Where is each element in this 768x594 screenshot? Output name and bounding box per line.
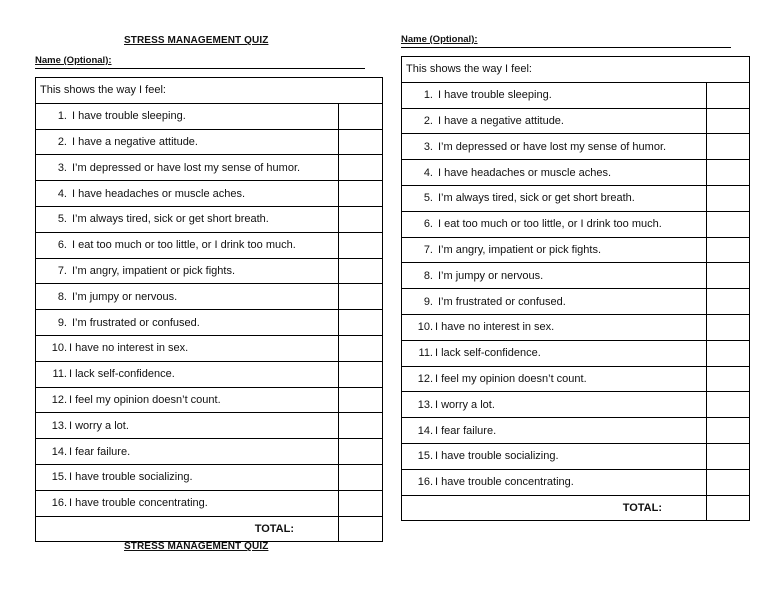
question-row	[402, 185, 750, 211]
question-cell	[36, 258, 339, 284]
question-row	[36, 181, 383, 207]
question-row	[36, 335, 383, 361]
question-cell	[402, 314, 707, 340]
question-row	[36, 232, 383, 258]
answer-box[interactable]	[707, 134, 750, 160]
question-row	[36, 439, 383, 465]
question-row	[36, 361, 383, 387]
question-text: I eat too much or too little, or I drink too much.	[72, 239, 296, 252]
question-cell	[36, 439, 339, 465]
answer-box[interactable]	[707, 108, 750, 134]
question-text: I fear failure.	[69, 445, 131, 458]
question-row	[402, 82, 750, 108]
question-cell	[36, 335, 339, 361]
question-text: I lack self-confidence.	[435, 347, 541, 360]
question-number: 15.	[51, 471, 67, 484]
question-cell	[36, 129, 339, 155]
question-text: I lack self-confidence.	[69, 368, 175, 381]
question-number: 10.	[417, 321, 433, 334]
question-text: I’m frustrated or confused.	[72, 316, 200, 329]
answer-box[interactable]	[339, 413, 383, 439]
question-row	[36, 206, 383, 232]
question-cell	[36, 284, 339, 310]
question-number: 15.	[417, 450, 433, 463]
quiz-table-left	[35, 77, 383, 542]
question-text: I’m depressed or have lost my sense of humor.	[438, 140, 667, 153]
answer-box[interactable]	[707, 160, 750, 186]
answer-box[interactable]	[339, 310, 383, 336]
question-row	[402, 340, 750, 366]
question-row	[402, 289, 750, 315]
question-cell	[36, 490, 339, 516]
question-row	[36, 103, 383, 129]
answer-box[interactable]	[339, 464, 383, 490]
answer-box[interactable]	[339, 490, 383, 516]
question-text: I’m frustrated or confused.	[438, 295, 566, 308]
answer-box[interactable]	[707, 366, 750, 392]
answer-box[interactable]	[707, 211, 750, 237]
question-cell	[36, 464, 339, 490]
name-label-right: Name (Optional):	[401, 34, 478, 45]
answer-box[interactable]	[707, 469, 750, 495]
question-number: 8.	[423, 269, 433, 282]
question-number: 1.	[57, 110, 67, 123]
question-row	[36, 490, 383, 516]
question-number: 6.	[57, 239, 67, 252]
answer-box[interactable]	[339, 361, 383, 387]
answer-box[interactable]	[707, 340, 750, 366]
answer-box[interactable]	[707, 392, 750, 418]
total-box[interactable]	[339, 516, 383, 542]
question-row	[402, 418, 750, 444]
question-text: I have trouble concentrating.	[69, 497, 208, 510]
question-row	[36, 284, 383, 310]
header-row	[36, 78, 383, 104]
answer-box[interactable]	[707, 263, 750, 289]
question-number: 4.	[57, 187, 67, 200]
question-number: 5.	[423, 192, 433, 205]
question-text: I fear failure.	[435, 424, 497, 437]
question-row	[36, 129, 383, 155]
question-row	[36, 258, 383, 284]
question-text: I’m jumpy or nervous.	[438, 269, 544, 282]
question-text: I have trouble concentrating.	[435, 476, 574, 489]
question-number: 3.	[57, 161, 67, 174]
question-cell	[402, 134, 707, 160]
total-row	[36, 516, 383, 542]
question-number: 2.	[57, 135, 67, 148]
total-row	[402, 495, 750, 521]
question-cell	[402, 237, 707, 263]
answer-box[interactable]	[339, 232, 383, 258]
question-row	[402, 392, 750, 418]
question-text: I have no interest in sex.	[69, 342, 189, 355]
question-number: 1.	[423, 89, 433, 102]
question-row	[402, 314, 750, 340]
question-number: 10.	[51, 342, 67, 355]
question-text: I’m angry, impatient or pick fights.	[72, 264, 236, 277]
total-box[interactable]	[707, 495, 750, 521]
question-row	[402, 263, 750, 289]
question-number: 16.	[51, 497, 67, 510]
question-text: I have trouble sleeping.	[438, 89, 552, 102]
answer-box[interactable]	[707, 443, 750, 469]
question-text: I’m angry, impatient or pick fights.	[438, 243, 602, 256]
header-text: This shows the way I feel:	[402, 57, 750, 83]
question-cell	[402, 108, 707, 134]
question-number: 11.	[52, 368, 67, 381]
question-text: I worry a lot.	[435, 398, 495, 411]
question-number: 8.	[57, 290, 67, 303]
question-row	[402, 237, 750, 263]
question-number: 13.	[417, 398, 433, 411]
question-number: 16.	[417, 476, 433, 489]
question-cell	[402, 366, 707, 392]
question-text: I worry a lot.	[69, 419, 129, 432]
answer-box[interactable]	[339, 155, 383, 181]
question-row	[402, 134, 750, 160]
question-text: I have headaches or muscle aches.	[438, 166, 612, 179]
question-number: 4.	[423, 166, 433, 179]
question-cell	[36, 155, 339, 181]
question-cell	[36, 310, 339, 336]
question-text: I have a negative attitude.	[438, 114, 564, 127]
question-row	[402, 160, 750, 186]
question-cell	[36, 387, 339, 413]
question-text: I have a negative attitude.	[72, 135, 198, 148]
question-text: I’m jumpy or nervous.	[72, 290, 178, 303]
question-row	[36, 155, 383, 181]
question-cell	[402, 469, 707, 495]
question-cell	[402, 443, 707, 469]
answer-box[interactable]	[339, 284, 383, 310]
question-text: I’m always tired, sick or get short breath.	[438, 192, 635, 205]
question-row	[36, 387, 383, 413]
quiz-title-left: STRESS MANAGEMENT QUIZ	[124, 35, 269, 46]
question-cell	[402, 82, 707, 108]
name-label-left: Name (Optional):	[35, 55, 112, 66]
question-number: 7.	[57, 264, 67, 277]
question-cell	[36, 232, 339, 258]
answer-box[interactable]	[339, 181, 383, 207]
quiz-title-bottom: STRESS MANAGEMENT QUIZ	[124, 541, 269, 552]
question-number: 9.	[423, 295, 433, 308]
question-cell	[402, 340, 707, 366]
question-row	[402, 211, 750, 237]
question-cell	[402, 418, 707, 444]
question-number: 7.	[423, 243, 433, 256]
answer-box[interactable]	[707, 237, 750, 263]
name-field-right[interactable]	[401, 34, 731, 48]
question-cell	[402, 392, 707, 418]
question-number: 12.	[51, 393, 67, 406]
total-label: TOTAL:	[36, 516, 339, 542]
question-cell	[36, 413, 339, 439]
question-number: 11.	[418, 347, 433, 360]
question-number: 6.	[423, 218, 433, 231]
question-row	[36, 464, 383, 490]
question-cell	[402, 289, 707, 315]
answer-box[interactable]	[339, 206, 383, 232]
question-number: 13.	[51, 419, 67, 432]
question-number: 5.	[57, 213, 67, 226]
question-row	[402, 366, 750, 392]
answer-box[interactable]	[707, 82, 750, 108]
question-number: 14.	[51, 445, 67, 458]
question-text: I have trouble socializing.	[435, 450, 559, 463]
question-row	[36, 413, 383, 439]
question-row	[402, 469, 750, 495]
question-cell	[36, 361, 339, 387]
question-row	[36, 310, 383, 336]
question-text: I have no interest in sex.	[435, 321, 555, 334]
answer-box[interactable]	[339, 129, 383, 155]
question-number: 12.	[417, 372, 433, 385]
answer-box[interactable]	[707, 314, 750, 340]
name-field-left[interactable]	[35, 55, 365, 69]
answer-box[interactable]	[339, 103, 383, 129]
question-text: I eat too much or too little, or I drink too much.	[438, 218, 662, 231]
question-text: I have trouble socializing.	[69, 471, 193, 484]
question-number: 2.	[423, 114, 433, 127]
answer-box[interactable]	[339, 335, 383, 361]
answer-box[interactable]	[707, 289, 750, 315]
question-row	[402, 443, 750, 469]
question-text: I’m depressed or have lost my sense of humor.	[72, 161, 301, 174]
question-cell	[36, 206, 339, 232]
header-row	[402, 57, 750, 83]
question-text: I feel my opinion doesn’t count.	[69, 393, 221, 406]
answer-box[interactable]	[339, 258, 383, 284]
question-cell	[402, 211, 707, 237]
question-cell	[36, 103, 339, 129]
header-text: This shows the way I feel:	[36, 78, 383, 104]
question-row	[402, 108, 750, 134]
question-text: I have trouble sleeping.	[72, 110, 186, 123]
answer-box[interactable]	[707, 418, 750, 444]
question-text: I have headaches or muscle aches.	[72, 187, 246, 200]
total-label: TOTAL:	[402, 495, 707, 521]
quiz-table-right	[401, 56, 750, 521]
question-number: 14.	[417, 424, 433, 437]
question-cell	[402, 160, 707, 186]
answer-box[interactable]	[339, 387, 383, 413]
answer-box[interactable]	[339, 439, 383, 465]
question-cell	[36, 181, 339, 207]
question-text: I’m always tired, sick or get short breath.	[72, 213, 269, 226]
question-number: 9.	[57, 316, 67, 329]
answer-box[interactable]	[707, 185, 750, 211]
question-number: 3.	[423, 140, 433, 153]
question-text: I feel my opinion doesn’t count.	[435, 372, 587, 385]
question-cell	[402, 185, 707, 211]
question-cell	[402, 263, 707, 289]
